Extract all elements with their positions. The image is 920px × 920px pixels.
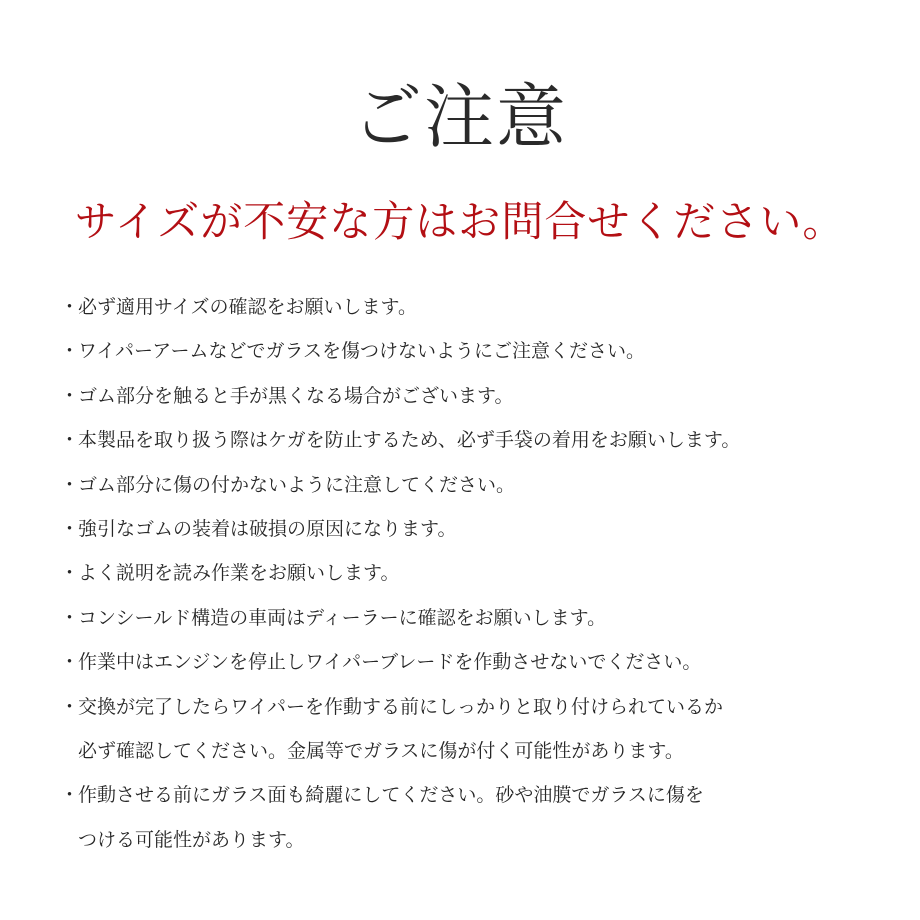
bullet-icon: ・ bbox=[60, 340, 80, 363]
note-text: 交換が完了したらワイパーを作動する前にしっかりと取り付けられているか 必ず確認してください。金属等でガラスに傷が付く可能性があります。 bbox=[78, 695, 724, 763]
list-item bbox=[60, 418, 880, 462]
list-item bbox=[60, 596, 880, 640]
bullet-icon: ・ bbox=[60, 384, 80, 407]
note-text: 必ず適用サイズの確認をお願いします。 bbox=[78, 296, 417, 318]
size-inquiry-notice: サイズが不安な方はお問合せください。 bbox=[74, 197, 846, 246]
caution-list bbox=[60, 285, 880, 862]
bullet-icon: ・ bbox=[60, 473, 80, 496]
bullet-icon: ・ bbox=[60, 429, 80, 452]
list-item bbox=[60, 285, 880, 329]
page-title: ご注意 bbox=[352, 76, 568, 158]
bullet-icon: ・ bbox=[60, 695, 80, 718]
note-text: ワイパーアームなどでガラスを傷つけないようにご注意ください。 bbox=[78, 340, 645, 363]
list-item bbox=[60, 773, 880, 862]
note-text: ゴム部分を触ると手が黒くなる場合がございます。 bbox=[78, 384, 514, 407]
note-text: コンシールド構造の車両はディーラーに確認をお願いします。 bbox=[78, 606, 607, 629]
note-text: 強引なゴムの装着は破損の原因になります。 bbox=[78, 518, 457, 541]
list-item bbox=[60, 640, 880, 684]
note-text: 作業中はエンジンを停止しワイパーブレードを作動させないでください。 bbox=[78, 651, 702, 674]
bullet-icon: ・ bbox=[60, 606, 80, 629]
note-text: 作動させる前にガラス面も綺麗にしてください。砂や油膜でガラスに傷を つける可能性があります。 bbox=[78, 784, 704, 851]
bullet-icon: ・ bbox=[60, 784, 80, 807]
bullet-icon: ・ bbox=[60, 296, 80, 318]
list-item bbox=[60, 551, 880, 595]
note-text: ゴム部分に傷の付かないように注意してください。 bbox=[78, 473, 516, 496]
bullet-icon: ・ bbox=[60, 562, 80, 585]
bullet-icon: ・ bbox=[60, 518, 80, 541]
note-text: よく説明を読み作業をお願いします。 bbox=[78, 562, 400, 585]
note-text: 本製品を取り扱う際はケガを防止するため、必ず手袋の着用をお願いします。 bbox=[78, 429, 741, 452]
list-item bbox=[60, 507, 880, 551]
bullet-icon: ・ bbox=[60, 651, 80, 674]
list-item bbox=[60, 374, 880, 418]
list-item bbox=[60, 463, 880, 507]
list-item bbox=[60, 685, 880, 774]
list-item bbox=[60, 329, 880, 373]
